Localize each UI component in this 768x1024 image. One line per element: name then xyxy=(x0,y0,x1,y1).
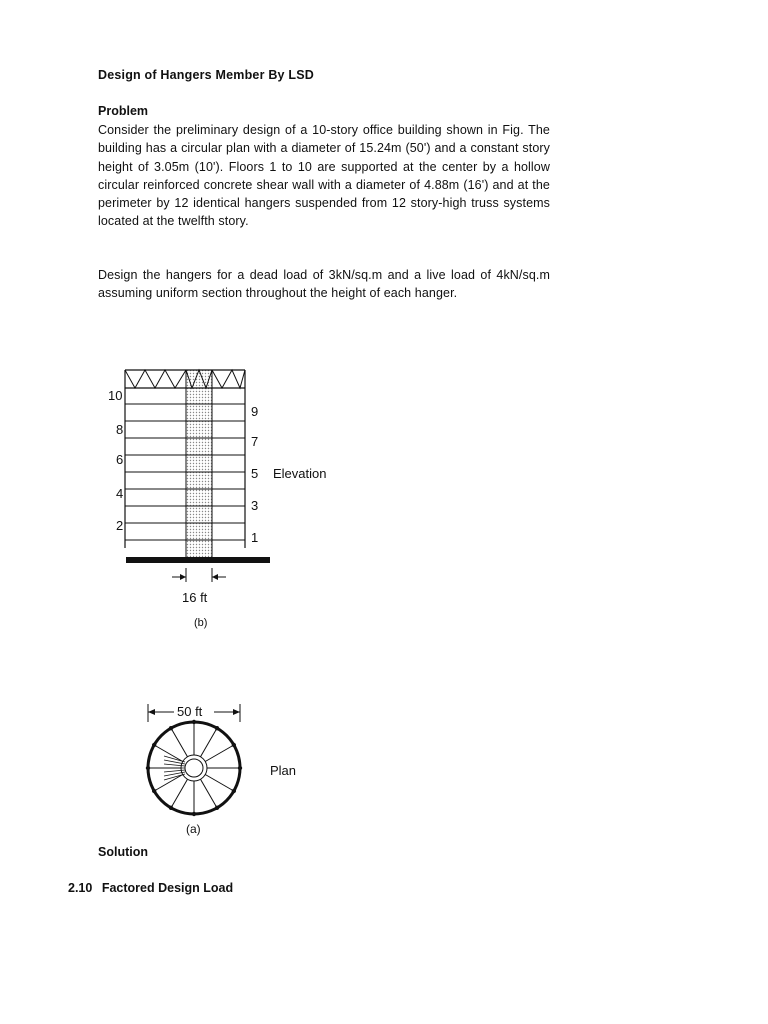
floor-label-7: 7 xyxy=(251,434,259,449)
problem-heading: Problem xyxy=(98,104,149,118)
floor-label-8: 8 xyxy=(116,422,124,437)
hanger-point xyxy=(215,726,219,730)
hanger-point xyxy=(169,726,173,730)
floor-label-9: 9 xyxy=(251,404,259,419)
hanger-point xyxy=(215,806,219,810)
hanger-point xyxy=(192,812,196,816)
problem-paragraph: Consider the preliminary design of a 10-story office building shown in Fig. The building has a circular plan with a diameter of 15.24m (50') and a constant story height of 3.05m (10'). Floors 1 to 10 are supported at the center by a hollow circular reinforced concrete shear wall with a diameter of 4.88m (16') and at the perimeter by 12 identical hangers suspended from 12 story-high truss systems located at the twelfth story. xyxy=(98,123,550,229)
hanger-point xyxy=(232,789,236,793)
section-heading xyxy=(68,881,233,895)
elevation-frame xyxy=(125,370,270,582)
floor-label-5: 5 xyxy=(251,466,259,481)
plan-label: Plan xyxy=(270,763,297,778)
plan-beam xyxy=(156,746,183,762)
hanger-point xyxy=(192,720,196,724)
plan-beam xyxy=(205,746,232,762)
design-paragraph: Design the hangers for a dead load of 3kN/sq.m and a live load of 4kN/sq.m assuming uniform section throughout the height of each hanger. xyxy=(98,268,550,301)
core-dimension-label: 16 ft xyxy=(182,590,208,605)
plan-beam xyxy=(172,779,188,806)
plan-beam xyxy=(205,775,232,791)
floor-label-2: 2 xyxy=(116,518,124,533)
solution-heading: Solution xyxy=(98,845,148,859)
plan-circle xyxy=(146,720,242,816)
hanger-point xyxy=(232,743,236,747)
section-title: Factored Design Load xyxy=(101,881,234,895)
elevation-caption: (b) xyxy=(194,617,208,629)
floor-label-1: 1 xyxy=(251,530,259,545)
elevation-figure xyxy=(108,360,350,630)
floor-label-3: 3 xyxy=(251,498,259,513)
plan-beam xyxy=(201,779,217,806)
hanger-point xyxy=(152,789,156,793)
hanger-point xyxy=(238,766,242,770)
plan-beam xyxy=(172,730,188,757)
plan-caption: (a) xyxy=(186,822,201,836)
plan-beam xyxy=(156,775,183,791)
hanger-point xyxy=(146,766,150,770)
elevation-label: Elevation xyxy=(273,466,327,481)
document-title: Design of Hangers Member By LSD xyxy=(98,68,314,82)
plan-figure xyxy=(140,700,310,840)
hanger-point xyxy=(152,743,156,747)
floor-label-6: 6 xyxy=(116,452,124,467)
plan-beam xyxy=(201,730,217,757)
floor-label-4: 4 xyxy=(116,486,124,501)
section-number: 2.10 xyxy=(68,881,93,895)
plan-dimension-label: 50 ft xyxy=(177,704,203,719)
hanger-point xyxy=(169,806,173,810)
floor-label-10: 10 xyxy=(108,388,123,403)
